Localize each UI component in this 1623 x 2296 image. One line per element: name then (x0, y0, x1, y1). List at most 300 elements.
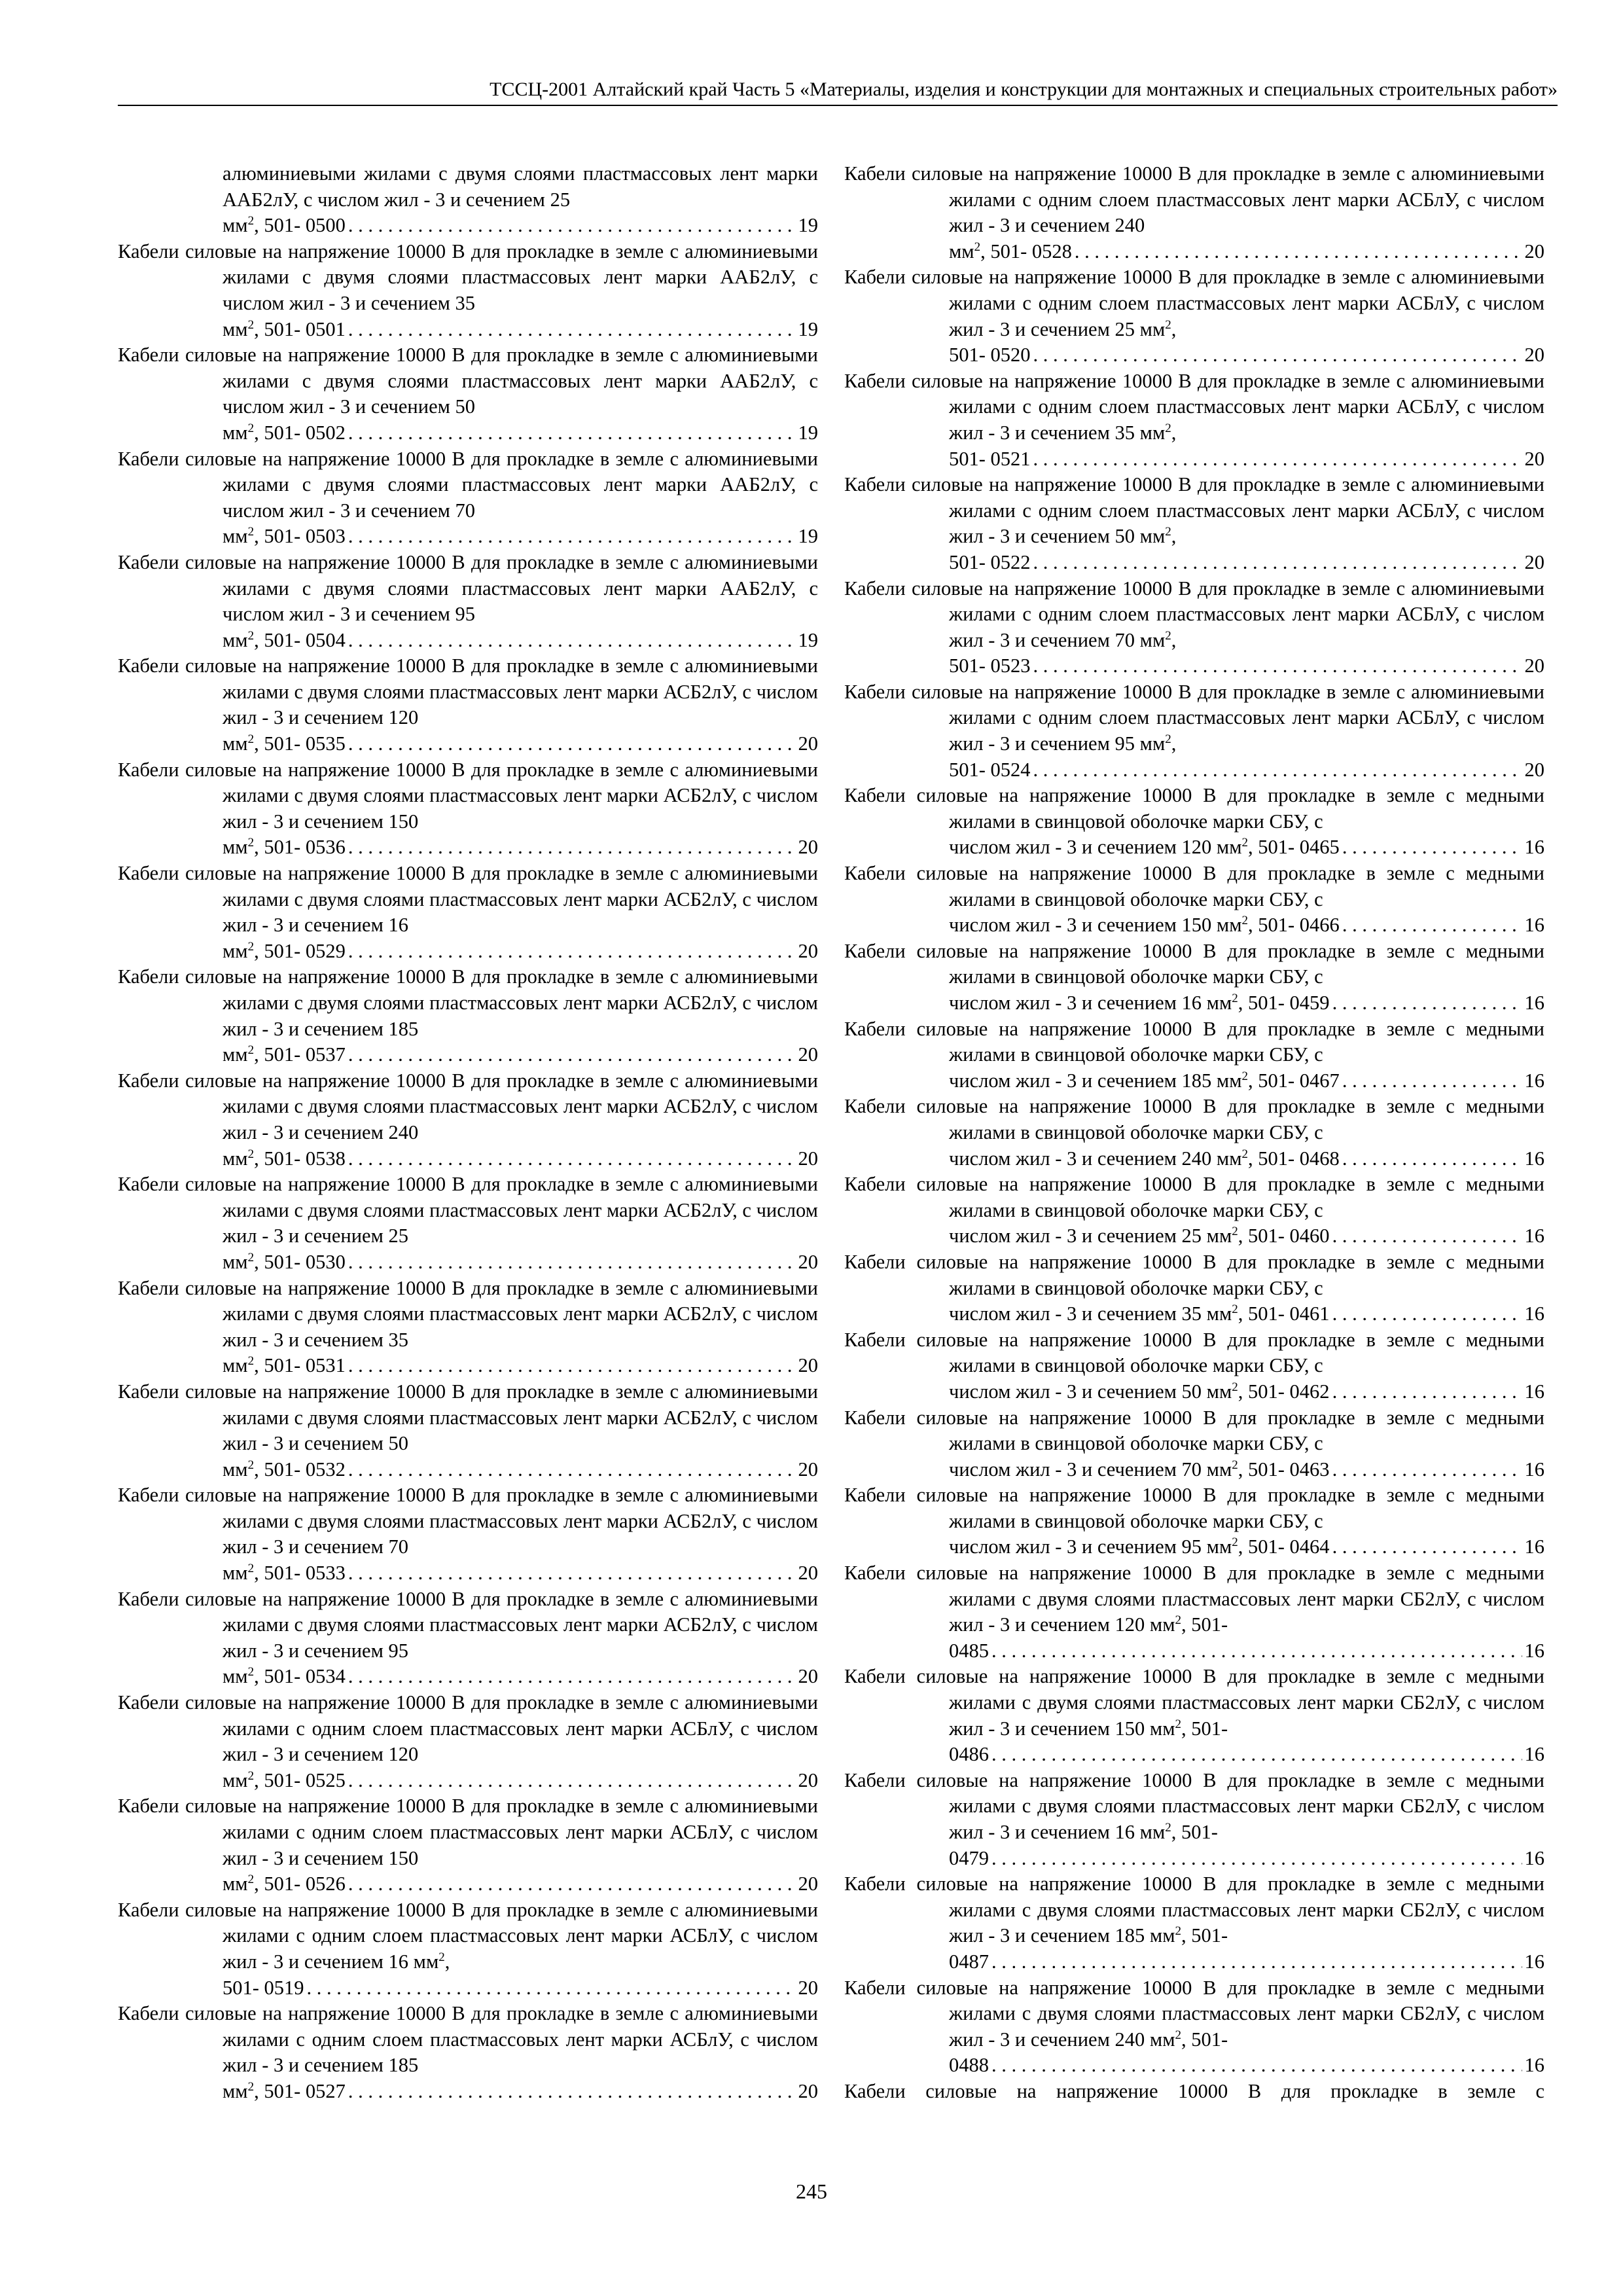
entry-code: , 501- 0468 (1248, 1147, 1340, 1170)
entry-page: 20 (798, 1873, 818, 1895)
entry-last-text: числом жил - 3 и сечением 35 мм (949, 1302, 1232, 1325)
index-entry (844, 576, 1544, 679)
entry-unit: мм (223, 525, 248, 548)
index-entry (844, 1405, 1544, 1483)
entry-page: 16 (1524, 914, 1544, 937)
entry-text: Кабели силовые на напряжение 10000 В для прокладке в земле с алюминиевыми жилами с двумя слоями пластмассовых лент марки АСБ2лУ, с числом жил - 3 и сечением 185 (118, 965, 818, 1040)
leader-dots (1332, 1379, 1522, 1405)
index-entry (844, 1482, 1544, 1560)
entry-ref (949, 2053, 989, 2079)
superscript-2: 2 (1165, 525, 1171, 539)
entry-last-text: числом жил - 3 и сечением 70 мм (949, 1458, 1232, 1480)
leader-dots (1075, 239, 1522, 265)
entry-text: Кабели силовые на напряжение 10000 В для прокладке в земле с алюминиевыми жилами с двумя слоями пластмассовых лент марки ААБ2лУ, с числом жил - 3 и сечением 70 (118, 447, 818, 522)
entry-last-line (223, 1560, 818, 1587)
superscript-2: 2 (247, 1354, 255, 1369)
superscript-2: 2 (247, 1561, 255, 1575)
entry-code: , 501- 0533 (254, 1562, 346, 1585)
entry-code: , 501- 0530 (254, 1250, 346, 1273)
superscript-2: 2 (247, 628, 255, 643)
entry-page: 20 (798, 1043, 818, 1066)
entry-code: , 501- (1181, 1717, 1228, 1740)
entry-text: Кабели силовые на напряжение 10000 В для прокладке в земле с алюминиевыми жилами с одним слоем пластмассовых лент марки АСБлУ, с числом жил - 3 и сечением 95 мм (844, 680, 1544, 755)
index-entry (118, 1068, 818, 1172)
entry-ref (223, 317, 346, 343)
superscript-2: 2 (1241, 1147, 1249, 1161)
entry-code: , 501- 0464 (1238, 1535, 1330, 1558)
index-column-right (844, 161, 1544, 2105)
index-entry-partial: Кабели силовые на напряжение 10000 В для прокладке в земле с (844, 2079, 1544, 2102)
index-entry (844, 1560, 1544, 1664)
entry-page: 20 (1524, 758, 1544, 781)
leader-dots (348, 1353, 796, 1379)
entry-code: , 501- (1181, 1924, 1228, 1947)
entry-last-line (949, 1301, 1544, 1327)
entry-unit: мм (223, 1873, 248, 1895)
superscript-2: 2 (247, 1768, 255, 1783)
entry-code: , 501- 0534 (254, 1665, 346, 1688)
entry-page: 19 (798, 628, 818, 651)
entry-code: , 501- 0465 (1248, 836, 1340, 859)
entry-ref (949, 446, 1031, 473)
entry-ref (949, 1068, 1340, 1094)
entry-ref (223, 1457, 346, 1483)
superscript-2: 2 (1175, 1613, 1181, 1628)
leader-dots (348, 939, 796, 965)
superscript-2: 2 (1232, 1302, 1238, 1316)
index-entry (844, 264, 1544, 368)
entry-last-line (223, 420, 818, 446)
entry-text: Кабели силовые на напряжение 10000 В для прокладке в земле с алюминиевыми жилами с двумя слоями пластмассовых лент марки АСБ2лУ, с числом жил - 3 и сечением 35 (118, 1276, 818, 1351)
entry-code: , 501- 0528 (980, 240, 1072, 262)
entry-last-line (949, 653, 1544, 679)
superscript-2: 2 (1232, 1380, 1238, 1394)
page-number: 245 (796, 2179, 827, 2203)
entry-text: Кабели силовые на напряжение 10000 В для прокладке в земле с алюминиевыми жилами с одним слоем пластмассовых лент марки АСБлУ, с числом жил - 3 и сечением 16 мм (118, 1898, 818, 1973)
superscript-2: 2 (247, 1873, 255, 1887)
entry-page: 19 (798, 214, 818, 237)
superscript-2: 2 (974, 240, 981, 254)
entry-page: 20 (798, 1768, 818, 1791)
entry-ref (949, 1223, 1330, 1249)
index-entry (844, 783, 1544, 861)
superscript-2: 2 (1165, 421, 1171, 435)
entry-code: , 501- 0500 (254, 214, 346, 237)
superscript-2: 2 (1232, 1535, 1238, 1550)
leader-dots (991, 1742, 1522, 1768)
entry-code: , 501- 0529 (254, 939, 346, 962)
entry-tail: 0479 (949, 1846, 989, 1869)
entry-unit: мм (223, 1147, 248, 1170)
entry-code: , 501- 0459 (1238, 992, 1330, 1014)
entry-text: Кабели силовые на напряжение 10000 В для прокладке в земле с алюминиевыми жилами с двумя слоями пластмассовых лент марки АСБ2лУ, с числом жил - 3 и сечением 16 (118, 862, 818, 937)
leader-dots (348, 1457, 796, 1483)
entry-page: 20 (1524, 550, 1544, 573)
header-rule (118, 105, 1558, 106)
entry-ref (223, 731, 346, 757)
leader-dots (991, 2053, 1522, 2079)
index-entry (118, 342, 818, 446)
index-entry (844, 1249, 1544, 1327)
superscript-2: 2 (247, 525, 255, 539)
entry-last-line (223, 628, 818, 654)
entry-last-line (223, 1768, 818, 1794)
entry-last-line (949, 342, 1544, 368)
superscript-2: 2 (247, 214, 255, 228)
entry-last-line (223, 213, 818, 239)
entry-last-line (949, 1457, 1544, 1483)
entry-page: 16 (1524, 1147, 1544, 1170)
entry-last-line (223, 834, 818, 861)
entry-text: Кабели силовые на напряжение 10000 В для прокладке в земле с медными жилами в свинцовой оболочке марки СБУ, с (844, 862, 1544, 910)
entry-page: 16 (1524, 1639, 1544, 1662)
leader-dots (1332, 1457, 1522, 1483)
entry-ref (223, 1353, 346, 1379)
entry-ref (949, 550, 1031, 576)
entry-code: , 501- 0527 (254, 2079, 346, 2102)
index-entry (844, 861, 1544, 939)
index-entry (844, 679, 1544, 783)
entry-unit: мм (223, 1250, 248, 1273)
superscript-2: 2 (247, 421, 255, 435)
entry-text: Кабели силовые на напряжение 10000 В для прокладке в земле с алюминиевыми жилами с двумя слоями пластмассовых лент марки ААБ2лУ, с числом жил - 3 и сечением 50 (118, 344, 818, 418)
entry-text: Кабели силовые на напряжение 10000 В для прокладке в земле с алюминиевыми жилами с двумя слоями пластмассовых лент марки ААБ2лУ, с числом жил - 3 и сечением 35 (118, 240, 818, 314)
entry-last-line (223, 1249, 818, 1276)
entry-last-line (223, 1146, 818, 1172)
entry-code: , 501- 0502 (254, 421, 346, 444)
entry-unit: мм (223, 1458, 248, 1480)
leader-dots (1033, 550, 1522, 576)
entry-code: , 501- (1181, 1613, 1228, 1636)
entry-ref (949, 1742, 989, 1768)
entry-unit: мм (223, 317, 248, 340)
index-entry (118, 757, 818, 861)
entry-last-line (223, 731, 818, 757)
entry-last-line (223, 939, 818, 965)
entry-page: 20 (798, 836, 818, 859)
entry-code: , 501- 0525 (254, 1768, 346, 1791)
entry-text: Кабели силовые на напряжение 10000 В для прокладке в земле с медными жилами в свинцовой оболочке марки СБУ, с (844, 939, 1544, 988)
superscript-2: 2 (247, 317, 255, 332)
entry-page: 20 (1524, 240, 1544, 262)
entry-ref (949, 834, 1340, 861)
entry-last-text: числом жил - 3 и сечением 185 мм (949, 1069, 1242, 1092)
entry-last-text: числом жил - 3 и сечением 25 мм (949, 1225, 1232, 1247)
entry-ref (223, 628, 346, 654)
entry-last-text: числом жил - 3 и сечением 240 мм (949, 1147, 1242, 1170)
entry-text: Кабели силовые на напряжение 10000 В для прокладке в земле с медными жилами в свинцовой оболочке марки СБУ, с (844, 1406, 1544, 1455)
entry-tail: 501- 0522 (949, 550, 1031, 573)
entry-text: Кабели силовые на напряжение 10000 В для прокладке в земле с алюминиевыми жилами с двумя слоями пластмассовых лент марки АСБ2лУ, с числом жил - 3 и сечением 120 (118, 655, 818, 729)
entry-unit: мм (223, 1665, 248, 1688)
entry-last-line (949, 1068, 1544, 1094)
entry-page: 20 (798, 2079, 818, 2102)
entry-ref (223, 1664, 346, 1690)
entry-text: Кабели силовые на напряжение 10000 В для прокладке в земле с алюминиевыми жилами с одним слоем пластмассовых лент марки АСБлУ, с числом жил - 3 и сечением 35 мм (844, 369, 1544, 444)
entry-ref (223, 1146, 346, 1172)
index-entry (118, 653, 818, 757)
index-entry (844, 939, 1544, 1016)
entry-text: Кабели силовые на напряжение 10000 В для прокладке в земле с медными жилами с двумя слоями пластмассовых лент марки СБ2лУ, с числом жил - 3 и сечением 16 мм (844, 1768, 1544, 1843)
entry-code: , (1171, 628, 1177, 651)
entry-code: , 501- (1181, 2028, 1228, 2051)
entry-code: , (1171, 421, 1177, 444)
entry-last-line (949, 1846, 1544, 1872)
entry-text: Кабели силовые на напряжение 10000 В для прокладке в земле с медными жилами с двумя слоями пластмассовых лент марки СБ2лУ, с числом жил - 3 и сечением 120 мм (844, 1562, 1544, 1636)
entry-last-line (949, 1379, 1544, 1405)
leader-dots (1332, 1534, 1522, 1560)
superscript-2: 2 (438, 1950, 445, 1964)
index-entry (844, 1172, 1544, 1249)
entry-tail: 501- 0524 (949, 758, 1031, 781)
entry-page: 20 (798, 1354, 818, 1377)
entry-tail: 0486 (949, 1743, 989, 1766)
entry-ref (949, 757, 1031, 783)
entry-text: Кабели силовые на напряжение 10000 В для прокладке в земле с медными жилами в свинцовой оболочке марки СБУ, с (844, 784, 1544, 833)
index-entry (118, 2001, 818, 2104)
entry-last-line (949, 2053, 1544, 2079)
leader-dots (991, 1846, 1522, 1872)
entry-page: 20 (798, 732, 818, 755)
index-entry (118, 161, 818, 239)
index-entry (844, 161, 1544, 264)
entry-page: 16 (1524, 1302, 1544, 1325)
entry-page: 16 (1524, 1743, 1544, 1766)
entry-unit: мм (223, 836, 248, 859)
leader-dots (991, 1949, 1522, 1975)
index-entry (118, 1690, 818, 1793)
entry-code: , 501- (1171, 1821, 1218, 1843)
entry-text: Кабели силовые на напряжение 10000 В для прокладке в земле с алюминиевыми жилами с двумя слоями пластмассовых лент марки АСБ2лУ, с числом жил - 3 и сечением 95 (118, 1587, 818, 1662)
entry-unit: мм (223, 1354, 248, 1377)
entry-text: Кабели силовые на напряжение 10000 В для прокладке в земле с алюминиевыми жилами с двумя слоями пластмассовых лент марки АСБ2лУ, с числом жил - 3 и сечением 50 (118, 1380, 818, 1455)
leader-dots (1342, 912, 1522, 939)
entry-text: Кабели силовые на напряжение 10000 В для прокладке в земле с медными жилами в свинцовой оболочке марки СБУ, с (844, 1250, 1544, 1299)
entry-last-text: числом жил - 3 и сечением 50 мм (949, 1380, 1232, 1403)
entry-code: , 501- 0504 (254, 628, 346, 651)
index-entry (118, 550, 818, 653)
entry-ref (223, 1042, 346, 1068)
index-entry (118, 1276, 818, 1379)
leader-dots (348, 1042, 796, 1068)
entry-last-line (223, 1664, 818, 1690)
entry-last-text: числом жил - 3 и сечением 16 мм (949, 992, 1232, 1014)
entry-last-line (223, 1457, 818, 1483)
index-entry (118, 1379, 818, 1482)
entry-ref (223, 1560, 346, 1587)
entry-unit: мм (949, 240, 974, 262)
entry-tail: 0488 (949, 2054, 989, 2077)
entry-tail: 0485 (949, 1639, 989, 1662)
entry-ref (223, 420, 346, 446)
entry-code: , 501- 0538 (254, 1147, 346, 1170)
entry-last-line (949, 1742, 1544, 1768)
leader-dots (348, 2079, 796, 2105)
leader-dots (348, 524, 796, 550)
entry-text: Кабели силовые на напряжение 10000 В для прокладке в земле с медными жилами в свинцовой оболочке марки СБУ, с (844, 1095, 1544, 1143)
entry-ref (223, 939, 346, 965)
index-entry (118, 1587, 818, 1690)
entry-text: Кабели силовые на напряжение 10000 В для прокладке в земле с алюминиевыми жилами с одним слоем пластмассовых лент марки АСБлУ, с числом жил - 3 и сечением 240 (844, 162, 1544, 237)
superscript-2: 2 (247, 836, 255, 850)
leader-dots (991, 1638, 1522, 1664)
entry-ref (949, 239, 1072, 265)
entry-last-line (949, 1638, 1544, 1664)
superscript-2: 2 (1232, 1458, 1238, 1472)
entry-last-line (223, 1353, 818, 1379)
entry-unit: мм (223, 1768, 248, 1791)
entry-page: 16 (1524, 1069, 1544, 1092)
superscript-2: 2 (247, 1250, 255, 1265)
entry-last-line (223, 1975, 818, 2001)
entry-page: 16 (1524, 1846, 1544, 1869)
superscript-2: 2 (1175, 2028, 1181, 2042)
entry-code: , 501- 0461 (1238, 1302, 1330, 1325)
entry-page: 20 (798, 1250, 818, 1273)
running-header: ТССЦ-2001 Алтайский край Часть 5 «Материалы, изделия и конструкции для монтажных и специальных строительных работ» (490, 79, 1558, 100)
index-entry (118, 1482, 818, 1586)
entry-ref (949, 1379, 1330, 1405)
entry-ref (949, 1638, 989, 1664)
entry-tail: 0487 (949, 1950, 989, 1973)
entry-page: 16 (1524, 836, 1544, 859)
entry-last-line (949, 446, 1544, 473)
entry-code: , 501- 0537 (254, 1043, 346, 1066)
leader-dots (1033, 653, 1522, 679)
entry-code: , 501- 0466 (1248, 914, 1340, 937)
entry-code: , 501- 0501 (254, 317, 346, 340)
entry-ref (223, 524, 346, 550)
entry-text: Кабели силовые на напряжение 10000 В для прокладке в земле с алюминиевыми жилами с двумя слоями пластмассовых лент марки АСБ2лУ, с числом жил - 3 и сечением 240 (118, 1069, 818, 1143)
entry-last-line (949, 912, 1544, 939)
superscript-2: 2 (1165, 732, 1171, 746)
superscript-2: 2 (1241, 1069, 1249, 1083)
entry-page: 19 (798, 525, 818, 548)
leader-dots (348, 1664, 796, 1690)
entry-text: Кабели силовые на напряжение 10000 В для прокладке в земле с алюминиевыми жилами с одним слоем пластмассовых лент марки АСБлУ, с числом жил - 3 и сечением 70 мм (844, 577, 1544, 651)
superscript-2: 2 (1232, 1225, 1238, 1239)
entry-text: Кабели силовые на напряжение 10000 В для прокладке в земле с алюминиевыми жилами с двумя слоями пластмассовых лент марки АСБ2лУ, с числом жил - 3 и сечением 150 (118, 758, 818, 833)
entry-text: Кабели силовые на напряжение 10000 В для прокладке в земле с медными жилами в свинцовой оболочке марки СБУ, с (844, 1173, 1544, 1221)
entry-code: , 501- 0467 (1248, 1069, 1340, 1092)
entry-text: алюминиевыми жилами с двумя слоями пластмассовых лент марки ААБ2лУ, с числом жил - 3 и сечением 25 (223, 162, 818, 211)
entry-tail: 501- 0521 (949, 447, 1031, 470)
entry-code: , 501- 0463 (1238, 1458, 1330, 1480)
index-entry (844, 1871, 1544, 1975)
superscript-2: 2 (1165, 628, 1171, 643)
entry-last-line (949, 1146, 1544, 1172)
entry-code: , (1171, 317, 1177, 340)
index-entry (844, 1975, 1544, 2079)
entry-unit: мм (223, 939, 248, 962)
entry-code: , 501- 0526 (254, 1873, 346, 1895)
entry-page: 16 (1524, 1535, 1544, 1558)
leader-dots (1033, 446, 1522, 473)
superscript-2: 2 (247, 732, 255, 746)
index-entry (118, 239, 818, 342)
entry-ref (949, 1534, 1330, 1560)
entry-last-line (949, 757, 1544, 783)
entry-code: , 501- 0462 (1238, 1380, 1330, 1403)
entry-ref (949, 1846, 989, 1872)
entry-tail: 501- 0519 (223, 1976, 304, 1999)
entry-last-line (223, 2079, 818, 2105)
entry-code: , 501- 0460 (1238, 1225, 1330, 1247)
entry-last-line (223, 317, 818, 343)
entry-last-line (949, 1223, 1544, 1249)
entry-text: Кабели силовые на напряжение 10000 В для прокладке в земле с медными жилами в свинцовой оболочке марки СБУ, с (844, 1328, 1544, 1377)
entry-text: Кабели силовые на напряжение 10000 В для прокладке в земле с медными жилами с двумя слоями пластмассовых лент марки СБ2лУ, с числом жил - 3 и сечением 240 мм (844, 1976, 1544, 2051)
superscript-2: 2 (247, 939, 255, 954)
entry-code: , 501- 0536 (254, 836, 346, 859)
entry-unit: мм (223, 421, 248, 444)
entry-ref (949, 1949, 989, 1975)
entry-last-line (949, 1949, 1544, 1975)
entry-ref (223, 1975, 304, 2001)
leader-dots (1033, 757, 1522, 783)
entry-tail: 501- 0523 (949, 655, 1031, 677)
leader-dots (348, 213, 796, 239)
leader-dots (348, 1871, 796, 1897)
entry-unit: мм (223, 2079, 248, 2102)
index-entry (118, 964, 818, 1067)
entry-page: 19 (798, 421, 818, 444)
index-entry (844, 1327, 1544, 1405)
superscript-2: 2 (1175, 1717, 1181, 1731)
entry-code: , (1171, 525, 1177, 548)
superscript-2: 2 (1165, 317, 1171, 332)
leader-dots (348, 420, 796, 446)
entry-page: 20 (1524, 344, 1544, 367)
index-entry (844, 1016, 1544, 1094)
entry-page: 20 (1524, 447, 1544, 470)
superscript-2: 2 (1241, 836, 1249, 850)
entry-ref (223, 213, 346, 239)
index-entry (844, 1664, 1544, 1767)
index-entry (118, 446, 818, 550)
entry-text: Кабели силовые на напряжение 10000 В для прокладке в земле с алюминиевыми жилами с двумя слоями пластмассовых лент марки АСБ2лУ, с числом жил - 3 и сечением 25 (118, 1173, 818, 1247)
entry-ref (223, 1768, 346, 1794)
entry-text: Кабели силовые на напряжение 10000 В для прокладке в земле с медными жилами в свинцовой оболочке марки СБУ, с (844, 1017, 1544, 1066)
superscript-2: 2 (247, 2079, 255, 2094)
entry-text: Кабели силовые на напряжение 10000 В для прокладке в земле с алюминиевыми жилами с двумя слоями пластмассовых лент марки ААБ2лУ, с числом жил - 3 и сечением 95 (118, 550, 818, 626)
index-entry (118, 1897, 818, 2001)
leader-dots (348, 628, 796, 654)
entry-code: , 501- 0535 (254, 732, 346, 755)
leader-dots (348, 1560, 796, 1587)
entry-page: 20 (798, 1976, 818, 1999)
index-entry (844, 472, 1544, 575)
entry-last-line (949, 834, 1544, 861)
entry-ref (949, 1457, 1330, 1483)
index-entry (844, 1768, 1544, 1871)
entry-ref (223, 1871, 346, 1897)
entry-last-line (223, 524, 818, 550)
entry-ref (223, 1249, 346, 1276)
superscript-2: 2 (247, 1147, 255, 1161)
entry-page: 16 (1524, 1458, 1544, 1480)
entry-ref (949, 912, 1340, 939)
entry-text: Кабели силовые на напряжение 10000 В для прокладке в земле с алюминиевыми жилами с одним слоем пластмассовых лент марки АСБлУ, с числом жил - 3 и сечением 25 мм (844, 266, 1544, 340)
leader-dots (348, 317, 796, 343)
entry-page: 16 (1524, 992, 1544, 1014)
leader-dots (307, 1975, 796, 2001)
entry-last-text: числом жил - 3 и сечением 120 мм (949, 836, 1242, 859)
entry-tail: 501- 0520 (949, 344, 1031, 367)
entry-last-line (223, 1042, 818, 1068)
superscript-2: 2 (1241, 914, 1249, 928)
entry-text: Кабели силовые на напряжение 10000 В для прокладке в земле с алюминиевыми жилами с одним слоем пластмассовых лент марки АСБлУ, с числом жил - 3 и сечением 50 мм (844, 473, 1544, 548)
